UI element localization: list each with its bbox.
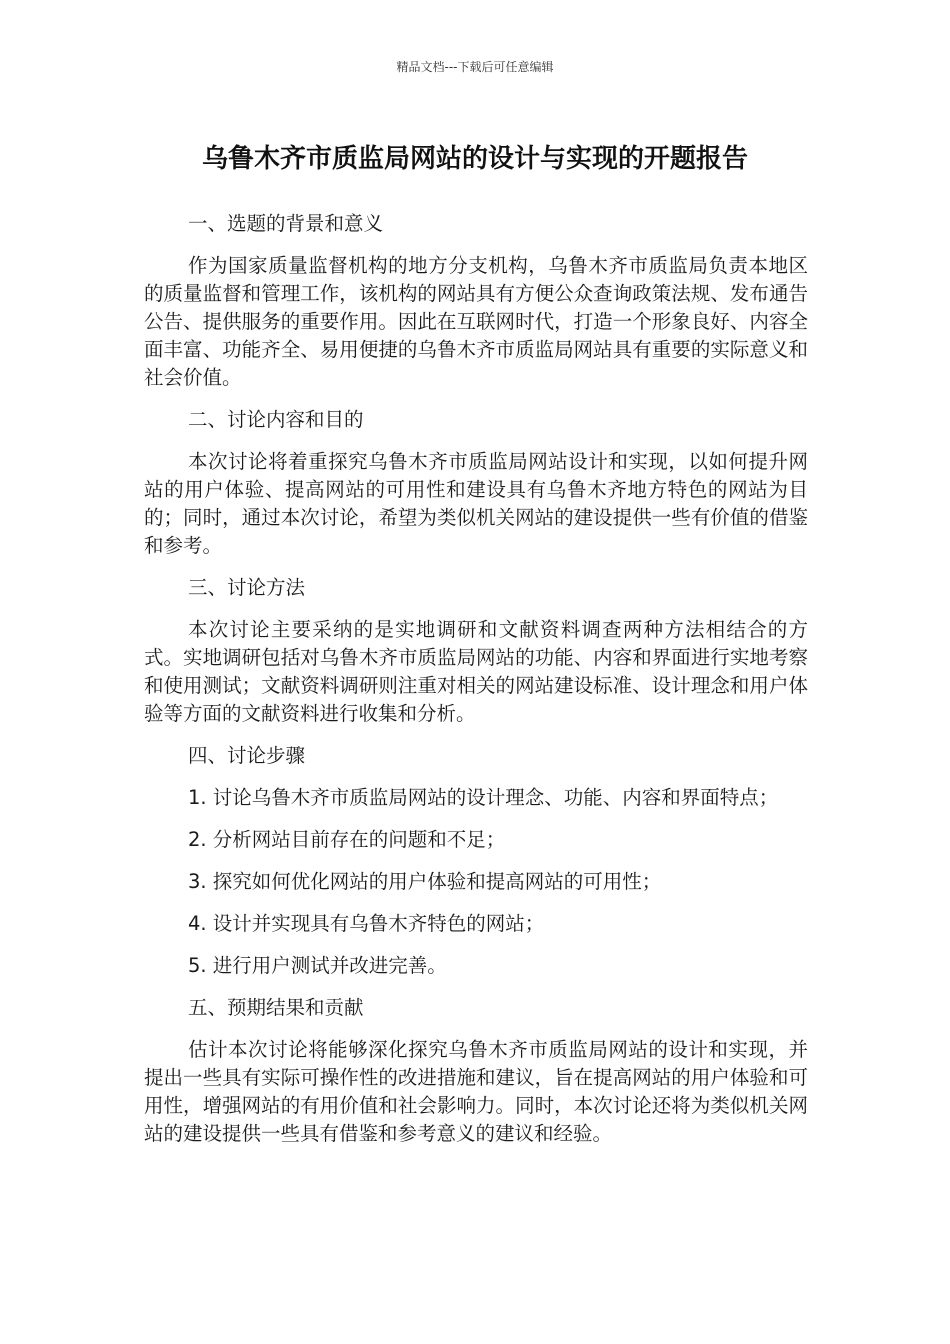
page-header-note: 精品文档---下载后可任意编辑 — [396, 60, 554, 74]
section-paragraph-expected-results: 估计本次讨论将能够深化探究乌鲁木齐市质监局网站的设计和实现，并提出一些具有实际可操作性的改进措施和建议，旨在提高网站的用户体验和可用性，增强网站的有用价值和社会影响力。同时，本次讨论还将为类似机关网站的建设提供一些具有借鉴和参考意义的建议和经验。 — [144, 1038, 808, 1145]
step-item: 2. 分析网站目前存在的问题和不足； — [188, 828, 506, 851]
section-paragraph-background: 作为国家质量监督机构的地方分支机构，乌鲁木齐市质监局负责本地区的质量监督和管理工作，该机构的网站具有方便公众查询政策法规、发布通告公告、提供服务的重要作用。因此在互联网时代，打造一个形象良好、内容全面丰富、功能齐全、易用便捷的乌鲁木齐市质监局网站具有重要的实际意义和社会价值。 — [144, 254, 808, 389]
step-item: 5. 进行用户测试并改进完善。 — [188, 954, 447, 977]
document-title: 乌鲁木齐市质监局网站的设计与实现的开题报告 — [201, 144, 748, 174]
section-heading-content-purpose: 二、讨论内容和目的 — [188, 408, 364, 431]
step-item: 3. 探究如何优化网站的用户体验和提高网站的可用性； — [188, 870, 662, 893]
document-body — [144, 210, 808, 1162]
section-heading-method: 三、讨论方法 — [188, 576, 306, 599]
step-item: 4. 设计并实现具有乌鲁木齐特色的网站； — [188, 912, 545, 935]
section-heading-steps: 四、讨论步骤 — [188, 744, 306, 767]
section-paragraph-content-purpose: 本次讨论将着重探究乌鲁木齐市质监局网站设计和实现，以如何提升网站的用户体验、提高网站的可用性和建设具有乌鲁木齐地方特色的网站为目的；同时，通过本次讨论，希望为类似机关网站的建设提供一些有价值的借鉴和参考。 — [144, 450, 808, 557]
step-item: 1. 讨论乌鲁木齐市质监局网站的设计理念、功能、内容和界面特点； — [188, 786, 779, 809]
section-paragraph-method: 本次讨论主要采纳的是实地调研和文献资料调查两种方法相结合的方式。实地调研包括对乌鲁木齐市质监局网站的功能、内容和界面进行实地考察和使用测试；文献资料调研则注重对相关的网站建设标准、设计理念和用户体验等方面的文献资料进行收集和分析。 — [144, 618, 808, 725]
section-heading-expected-results: 五、预期结果和贡献 — [188, 996, 364, 1019]
section-heading-background: 一、选题的背景和意义 — [188, 212, 384, 235]
